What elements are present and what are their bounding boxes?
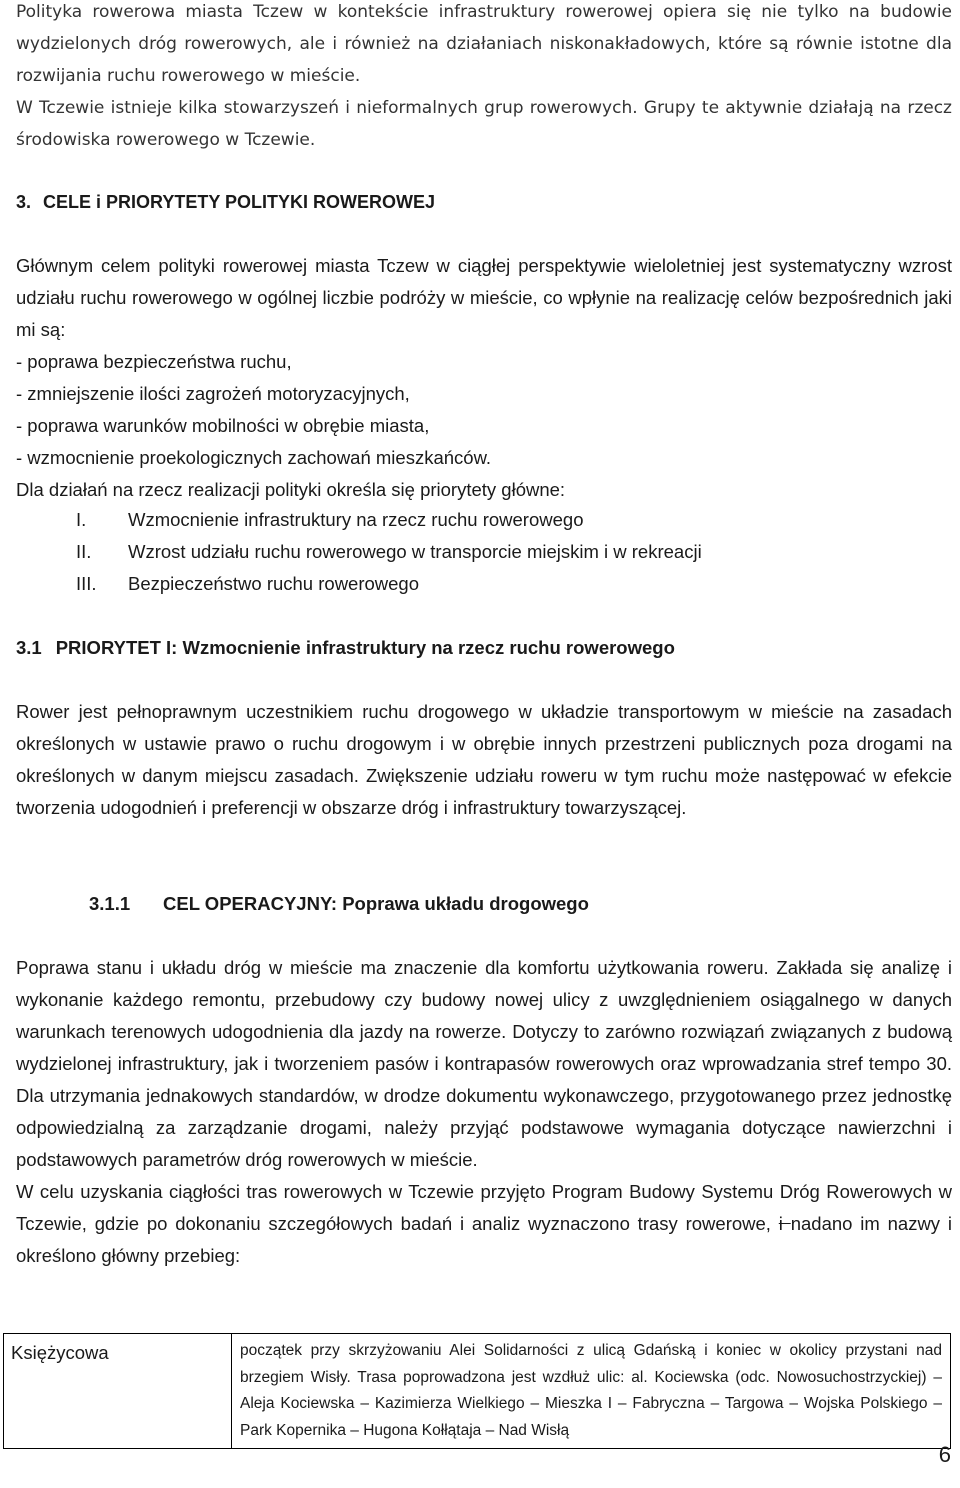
route-name: Księżycowa [4,1334,232,1449]
section-3-title: CELE i PRIORYTETY POLITYKI ROWEROWEJ [43,192,436,212]
section-3-1-1-heading [89,888,589,920]
priority-number: III. [76,573,97,594]
goal-paragraph: Głównym celem polityki rowerowej miasta Tczew w ciągłej perspektywie wieloletniej jest systematyczny wzrost udziału ruchu rowerowego w ogólnej liczbie podróży w mieście, co wpłynie na realizację celów bezpośrednich jaki mi są: [16,255,952,340]
priority-item [16,536,952,568]
section-3-1-1-title: CEL OPERACYJNY: Poprawa układu drogowego [163,893,589,914]
page-number: 6 [938,1442,951,1467]
section-3-1-heading [16,632,675,664]
section-3-1-1-number: 3.1.1 [89,893,131,914]
section-3-number: 3. [16,192,32,212]
priority-text: Wzrost udziału ruchu rowerowego w transporcie miejskim i w rekreacji [128,541,702,562]
priority-text: Wzmocnienie infrastruktury na rzecz ruchu rowerowego [128,509,584,530]
section-3-heading [16,186,435,218]
route-description: początek przy skrzyżowaniu Alei Solidarności z ulicą Gdańską i koniec w okolicy przystani nad brzegiem Wisły. Trasa poprowadzona jest wzdłuż ulic: al. Kociewska (odc. Nowosuchostrzyckiej) – Aleja Kociewska – Kazimierza Wielkiego – Mieszka I – Fabryczna – Targowa – Wojska Polskiego – Park Kopernika – Hugona Kołłątaja – Nad Wisłą [232,1334,951,1449]
routes-table [3,1333,951,1449]
priorities-intro: Dla działań na rzecz realizacji polityki określa się priorytety główne: [16,479,566,500]
priority-text: Bezpieczeństwo ruchu rowerowego [128,573,420,594]
paragraph-2-text-a: W celu uzyskania ciągłości tras rowerowych w Tczewie przyjęto Program Budowy Systemu Dróg Rowerowych w Tczewie, gdzie po dokonaniu szczegółowych badań i analiz wyznaczono trasy rowerowe, [16,1181,952,1234]
section-3-1-paragraph: Rower jest pełnoprawnym uczestnikiem ruchu drogowego w układzie transportowym w mieście na zasadach określonych w ustawie prawo o ruchu drogowym i w obrębie innych przestrzeni publicznych poza drogami na określonych w danym miejscu zasadach. Zwiększenie udziału roweru w tym ruchu może następować w efekcie tworzenia udogodnień i preferencji w obszarze dróg i infrastruktury towarzyszącej. [16,701,952,818]
priority-number: I. [76,509,87,530]
intro-paragraph: Polityka rowerowa miasta Tczew w kontekście infrastruktury rowerowej opiera się nie tylko na budowie wydzielonych dróg rowerowych, ale i również na działaniach niskonakładowych, które są równie istotne dla rozwijania ruchu rowerowego w mieście. [16,2,952,86]
goal-bullet: - poprawa warunków mobilności w obrębie miasta, [16,415,430,436]
section-3-1-1-paragraph: Poprawa stanu i układu dróg w mieście ma znaczenie dla komfortu użytkowania roweru. Zakłada się analizę i wykonanie każdego remontu, przebudowy czy budowy nowej ulicy z uwzględnieniem osiągalnego w danych warunkach terenowych udogodnienia dla jazdy na rowerze. Dotyczy to zarówno rozwiązań związanych z budową wydzielonej infrastruktury, jak i tworzeniem pasów i kontrapasów rowerowych oraz wprowadzania stref tempo 30. Dla utrzymania jednakowych standardów, w drodze dokumentu wykonawczego, przygotowanego przez jednostkę odpowiedzialną za zarządzanie drogami, należy przyjąć podstawowe wymagania dotyczące nawierzchni i podstawowych parametrów dróg rowerowych w mieście. [16,957,952,1170]
goal-bullet: - zmniejszenie ilości zagrożeń motoryzacyjnych, [16,383,410,404]
intro-section [16,0,952,156]
priority-item [16,504,952,536]
priority-item [16,568,952,600]
paragraph-2-text-b: nadano im nazwy i określono główny przebieg: [16,1213,952,1266]
section-3-1-1-body [16,952,952,1272]
priorities-list [16,504,952,600]
struck-text: i [778,1213,791,1234]
section-3-1-title: PRIORYTET I: Wzmocnienie infrastruktury na rzecz ruchu rowerowego [55,637,675,658]
goal-bullet: - wzmocnienie proekologicznych zachowań mieszkańców. [16,447,492,468]
section-3-1-1-paragraph-2 [16,1176,952,1272]
section-3-1-number: 3.1 [16,637,42,658]
table-row [4,1334,951,1449]
priority-number: II. [76,541,92,562]
section-3-goal [16,250,952,506]
goal-bullet: - poprawa bezpieczeństwa ruchu, [16,351,292,372]
intro-paragraph-2: W Tczewie istnieje kilka stowarzyszeń i nieformalnych grup rowerowych. Grupy te aktywnie działają na rzecz środowiska rowerowego w Tczewie. [16,98,952,150]
